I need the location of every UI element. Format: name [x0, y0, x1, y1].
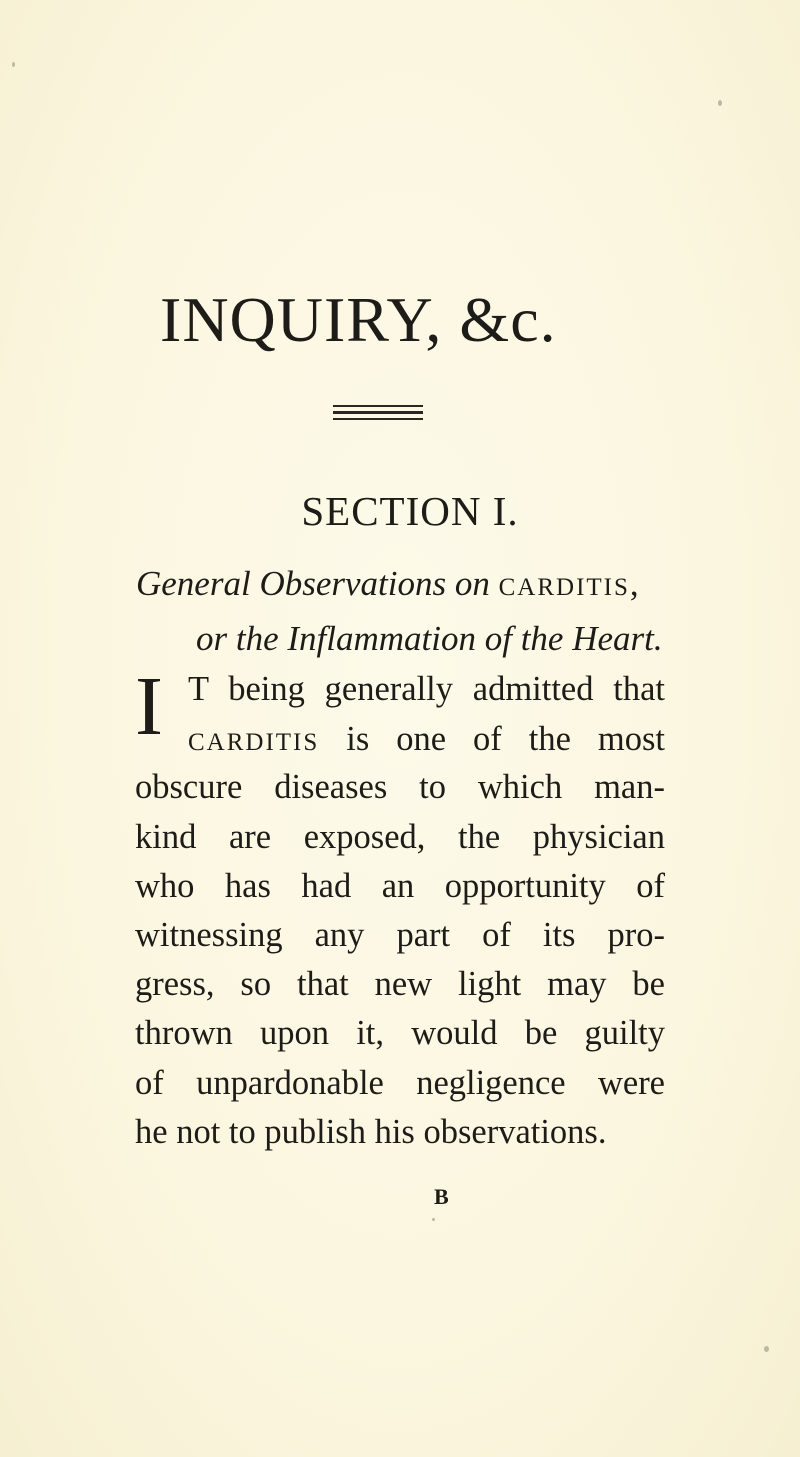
body-line — [135, 1108, 665, 1157]
paper-speck — [12, 62, 15, 67]
subtitle-line-2: or the Inflammation of the Heart. — [196, 619, 663, 658]
body-line — [188, 714, 665, 763]
paper-speck — [764, 1346, 769, 1352]
section-heading: SECTION I. — [301, 488, 519, 534]
signature-mark: B — [434, 1184, 450, 1209]
body-line: kind are exposed, the physician — [135, 817, 665, 856]
subtitle-line-1 — [136, 556, 641, 611]
page-title: INQUIRY, &c. — [160, 284, 557, 355]
body-line: T being generally admitted that — [188, 670, 665, 708]
body-line: thrown upon it, would be guilty — [135, 1014, 665, 1053]
body-line: gress, so that new light may be — [135, 965, 665, 1004]
smallcaps-term: carditis — [188, 719, 320, 759]
body-line: obscure diseases to which man- — [135, 768, 665, 807]
ornamental-rule-bottom — [333, 418, 423, 420]
body-line: of unpardonable negligence were — [135, 1063, 665, 1102]
paper-speck — [432, 1218, 435, 1221]
body-paragraph — [135, 660, 666, 1157]
body-line: witnessing any part of its pro- — [135, 915, 665, 954]
body-line: who has had an opportunity of — [135, 866, 665, 905]
subtitle-italic-text: General Observations on — [136, 564, 490, 603]
ornamental-rule-middle — [333, 411, 423, 414]
body-line-last: he not to publish his observations. — [135, 1112, 607, 1151]
ornamental-rule-top — [333, 405, 423, 407]
paper-speck — [718, 100, 722, 106]
subtitle-smallcaps-term: carditis, — [498, 564, 641, 603]
drop-cap: I — [135, 660, 163, 753]
body-line-rest: is one of the most — [346, 720, 666, 759]
